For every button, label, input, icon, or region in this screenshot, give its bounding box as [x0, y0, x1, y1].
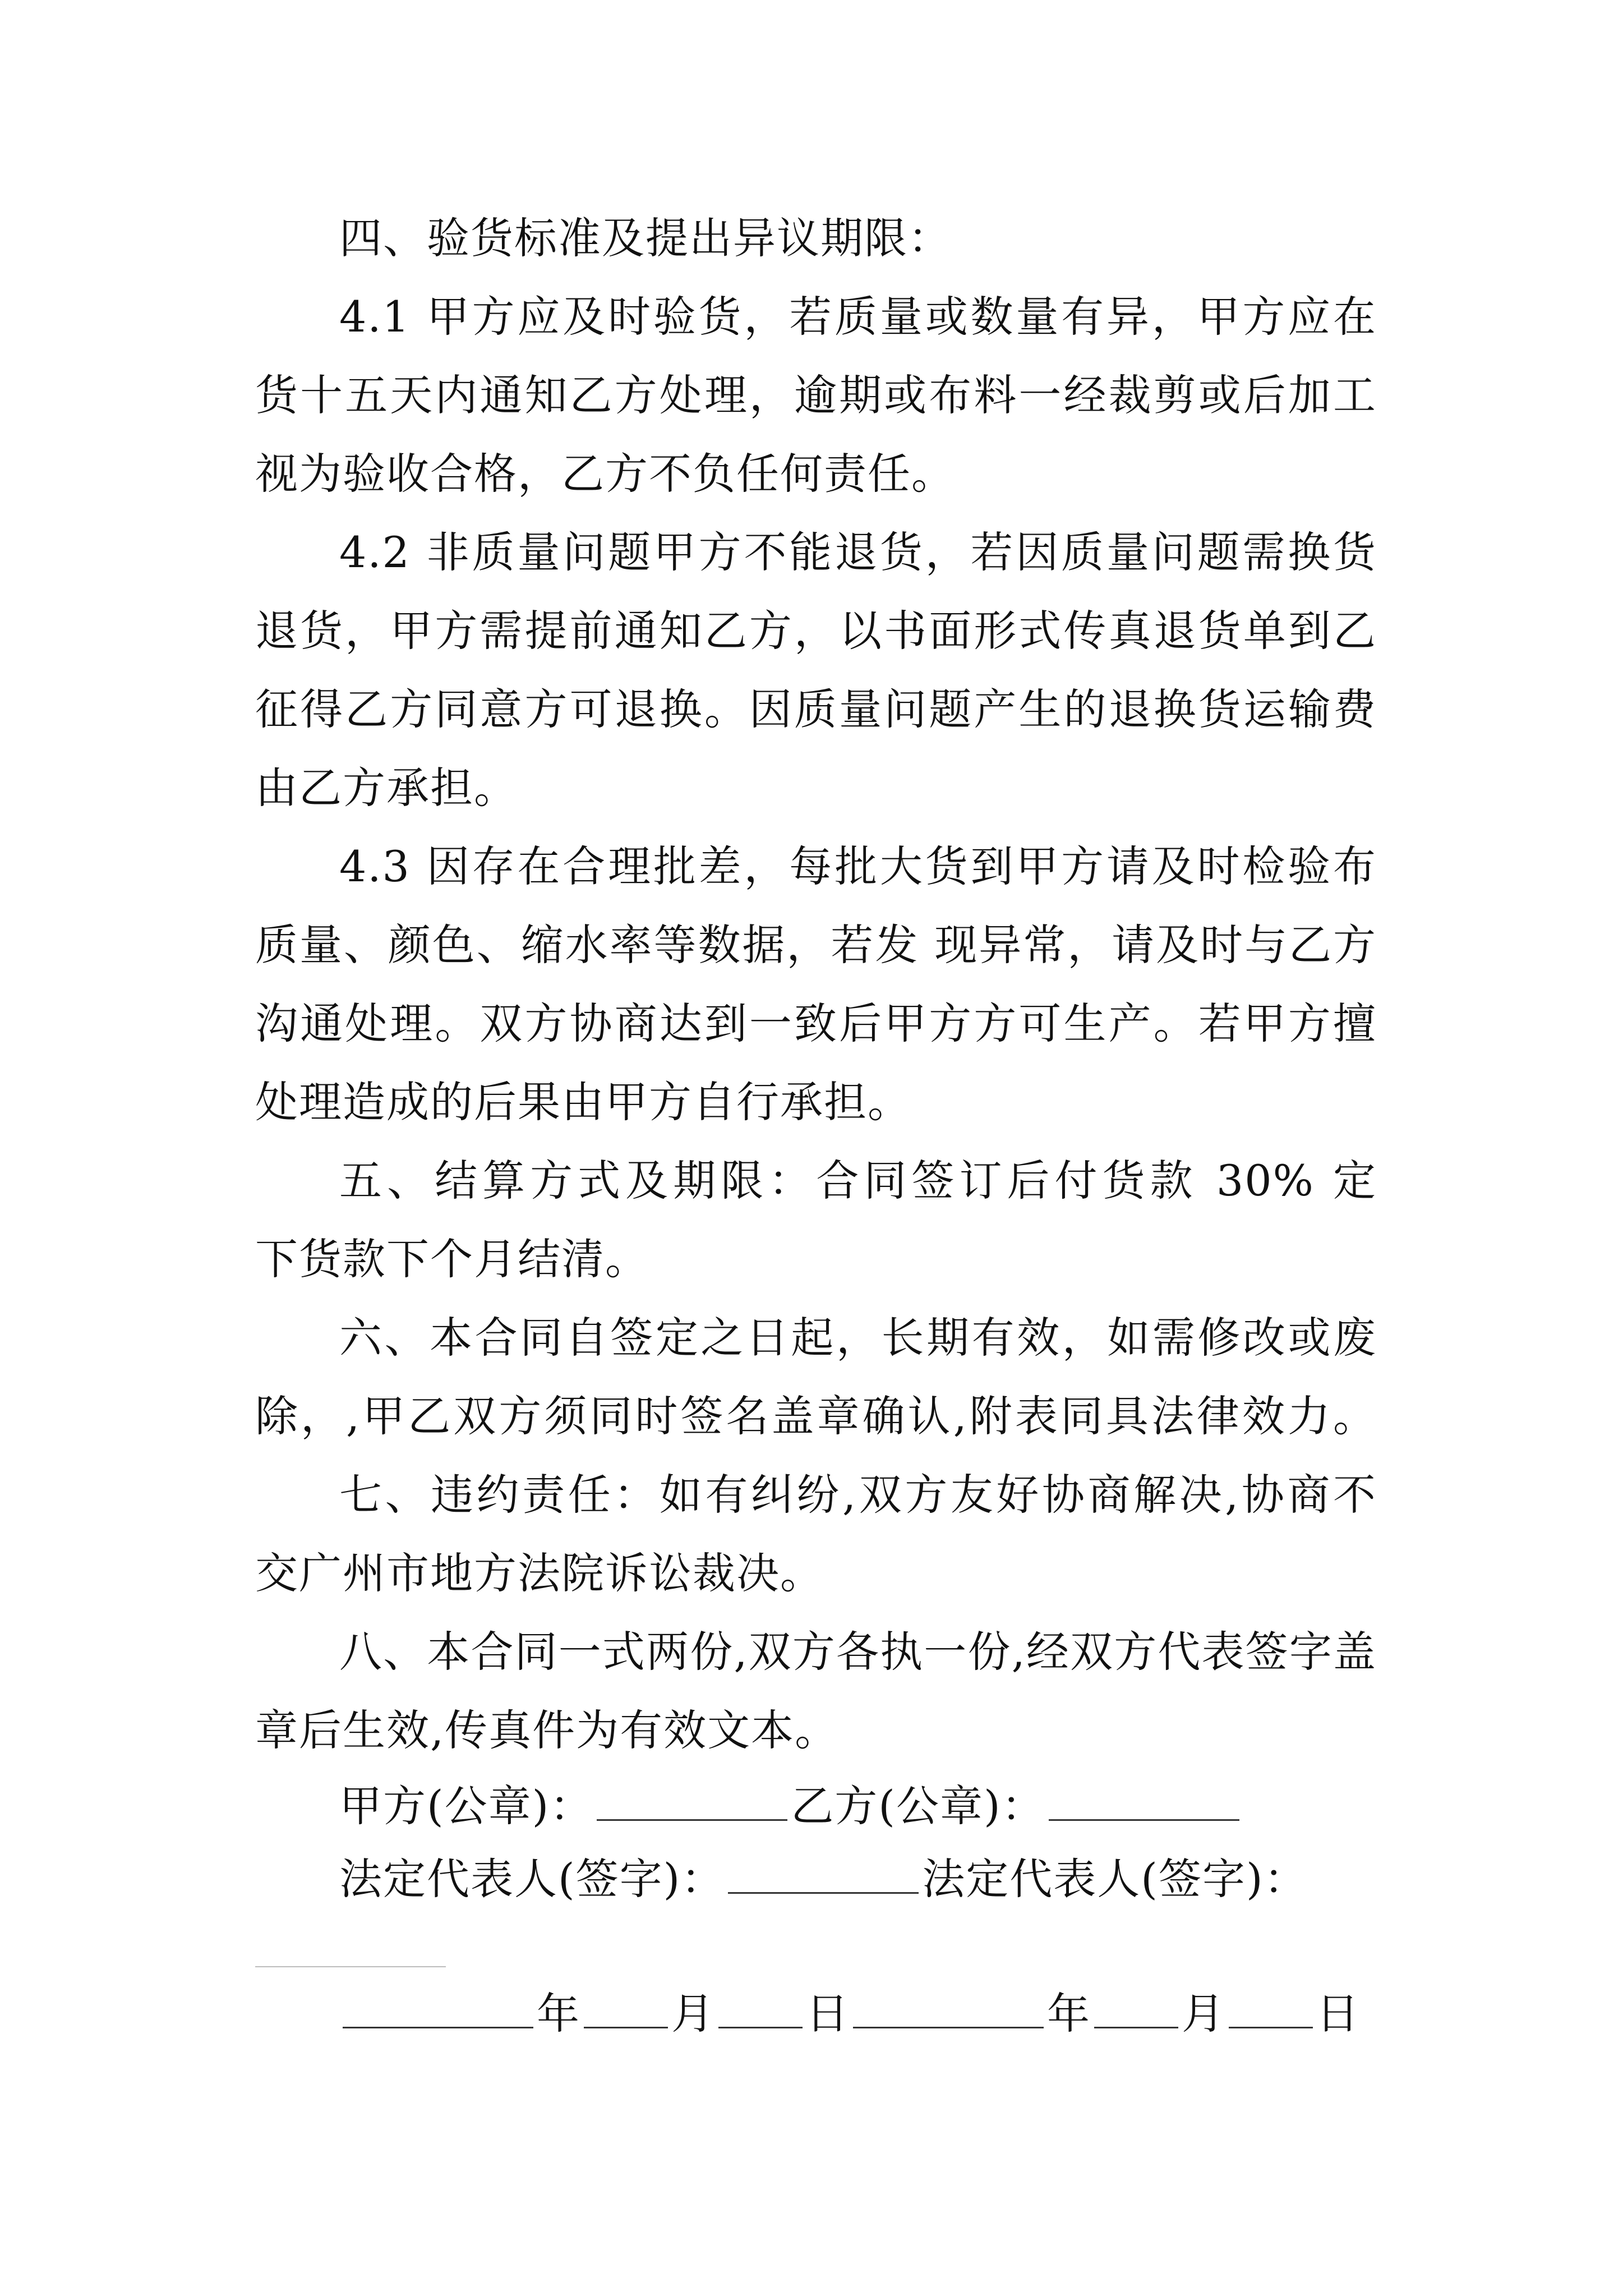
section8-line-1: 八、本合同一式两份,双方各执一份,经双方代表签字盖 [339, 1627, 1377, 1677]
clause-4-2-line-3: 征得乙方同意方可退换。因质量问题产生的退换货运输费 [255, 684, 1377, 734]
date-a-month-blank[interactable] [584, 1987, 668, 2028]
section5-line-1: 五、结算方式及期限：合同签订后付货款 30% 定 [339, 1156, 1377, 1205]
clause-4-1-line-1: 4.1 甲方应及时验货，若质量或数量有异，甲方应在 [339, 292, 1377, 342]
date-b-year-blank[interactable] [853, 1987, 1044, 2028]
section7-line-1: 七、违约责任：如有纠纷,双方友好协商解决,协商不 [339, 1470, 1377, 1520]
section6-line-2: 除，,甲乙双方须同时签名盖章确认,附表同具法律效力。 [255, 1391, 1377, 1441]
section6-line-1: 六、本合同自签定之日起，长期有效，如需修改或废 [339, 1313, 1377, 1363]
date-b-day-blank[interactable] [1229, 1987, 1313, 2028]
date-a-year-blank[interactable] [343, 1987, 533, 2028]
clause-4-3-line-1: 4.3 因存在合理批差，每批大货到甲方请及时检验布 [339, 841, 1377, 891]
legal-rep-a-label: 法定代表人(签字)： [339, 1854, 725, 1904]
party-a-seal-label: 甲方(公章)： [339, 1781, 594, 1831]
clause-4-2-line-4: 由乙方承担。 [255, 763, 518, 813]
legal-rep-b-blank[interactable] [255, 1966, 446, 1967]
section5-line-2: 下货款下个月结清。 [255, 1234, 649, 1284]
date-a-day-blank[interactable] [718, 1987, 803, 2028]
party-a-seal-blank[interactable] [597, 1780, 787, 1821]
party-b-seal-blank[interactable] [1049, 1780, 1239, 1821]
section8-line-2: 章后生效,传真件为有效文本。 [255, 1705, 839, 1755]
clause-4-2-line-2: 退货，甲方需提前通知乙方，以书面形式传真退货单到乙 [255, 606, 1377, 656]
section7-line-2: 交广州市地方法院诉讼裁决。 [255, 1548, 824, 1598]
party-b-seal-label: 乙方(公章)： [791, 1781, 1045, 1831]
date-row [339, 1986, 1360, 2042]
date-a-day-label: 日 [806, 1989, 850, 2039]
clause-4-3-line-4: 处理造成的后果由甲方自行承担。 [255, 1077, 911, 1127]
date-b-month-label: 月 [1182, 1989, 1225, 2039]
clause-4-1-line-3: 视为验收合格，乙方不负任何责任。 [255, 449, 955, 499]
legal-rep-row [339, 1851, 1308, 1907]
clause-4-3-line-3: 沟通处理。双方协商达到一致后甲方方可生产。若甲方擅 [255, 999, 1377, 1048]
legal-rep-b-label: 法定代表人(签字)： [922, 1854, 1308, 1904]
date-a-month-label: 月 [671, 1989, 715, 2039]
legal-rep-a-blank[interactable] [728, 1853, 919, 1894]
clause-4-3-line-2: 质量、颜色、缩水率等数据，若发 现异常，请及时与乙方 [255, 920, 1377, 970]
seal-row [339, 1778, 1243, 1834]
clause-4-1-line-2: 货十五天内通知乙方处理，逾期或布料一经裁剪或后加工 [255, 370, 1377, 420]
date-b-month-blank[interactable] [1094, 1987, 1178, 2028]
date-a-year-label: 年 [537, 1989, 580, 2039]
date-b-year-label: 年 [1047, 1989, 1091, 2039]
clause-4-2-line-1: 4.2 非质量问题甲方不能退货，若因质量问题需换货 [339, 527, 1377, 577]
section4-heading: 四、验货标准及提出异议期限： [339, 213, 952, 263]
date-b-day-label: 日 [1316, 1989, 1360, 2039]
